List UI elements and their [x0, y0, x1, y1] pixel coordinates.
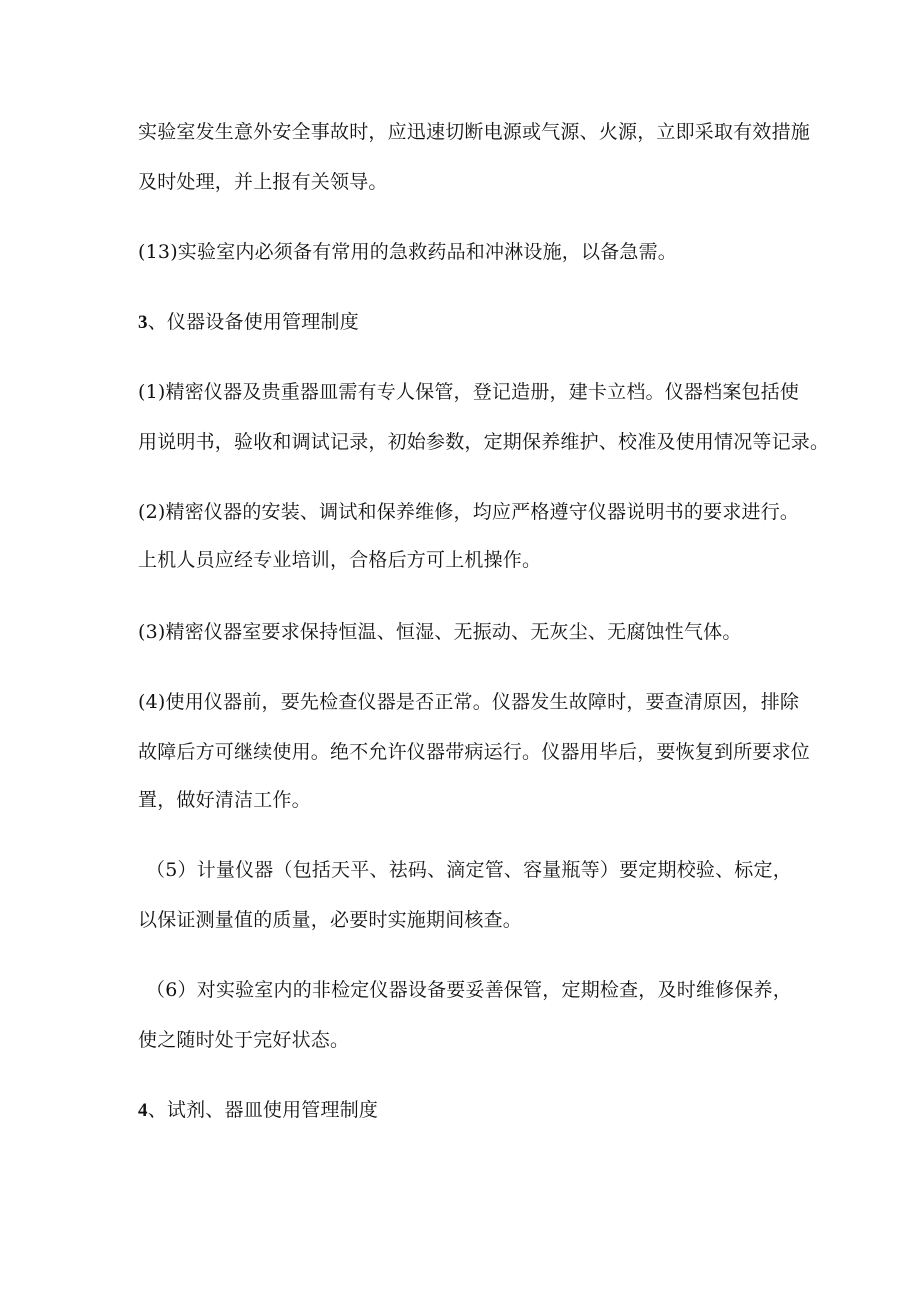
paragraph-line: 实验室发生意外安全事故时，应迅速切断电源或气源、火源，立即采取有效措施: [138, 121, 811, 143]
paragraph-line: 上机人员应经专业培训，合格后方可上机操作。: [138, 549, 542, 571]
section-heading: [138, 1098, 378, 1123]
section-title: 、试剂、器皿使用管理制度: [147, 1099, 379, 1121]
paragraph-line: (1)精密仪器及贵重器皿需有专人保管，登记造册，建卡立档。仪器档案包括使: [138, 381, 800, 403]
section-title: 、仪器设备使用管理制度: [147, 311, 359, 333]
paragraph-line: （5）计量仪器（包括天平、祛码、滴定管、容量瓶等）要定期校验、标定，: [146, 859, 792, 881]
section-number: 3: [138, 312, 148, 333]
section-number: 4: [138, 1100, 148, 1121]
paragraph-line: 故障后方可继续使用。绝不允许仪器带病运行。仪器用毕后，要恢复到所要求位: [138, 741, 811, 763]
paragraph-line: (3)精密仪器室要求保持恒温、恒湿、无振动、无灰尘、无腐蚀性气体。: [138, 621, 742, 643]
paragraph-line: (4)使用仪器前，要先检查仪器是否正常。仪器发生故障时，要查清原因，排除: [138, 691, 800, 713]
paragraph-line: 用说明书，验收和调试记录，初始参数，定期保养维护、校准及使用情况等记录。: [138, 431, 830, 453]
paragraph-line: （6）对实验室内的非检定仪器设备要妥善保管，定期检查，及时维修保养，: [146, 979, 792, 1001]
paragraph-line: 以保证测量值的质量，必要时实施期间核查。: [138, 909, 523, 931]
paragraph-line: (13)实验室内必须备有常用的急救药品和冲淋设施，以备急需。: [138, 241, 678, 263]
paragraph-line: 使之随时处于完好状态。: [138, 1029, 350, 1051]
paragraph-line: (2)精密仪器的安装、调试和保养维修，均应严格遵守仪器说明书的要求进行。: [138, 501, 800, 523]
section-heading: [138, 310, 359, 335]
paragraph-line: 置，做好清洁工作。: [138, 789, 311, 811]
paragraph-line: 及时处理，并上报有关领导。: [138, 171, 388, 193]
